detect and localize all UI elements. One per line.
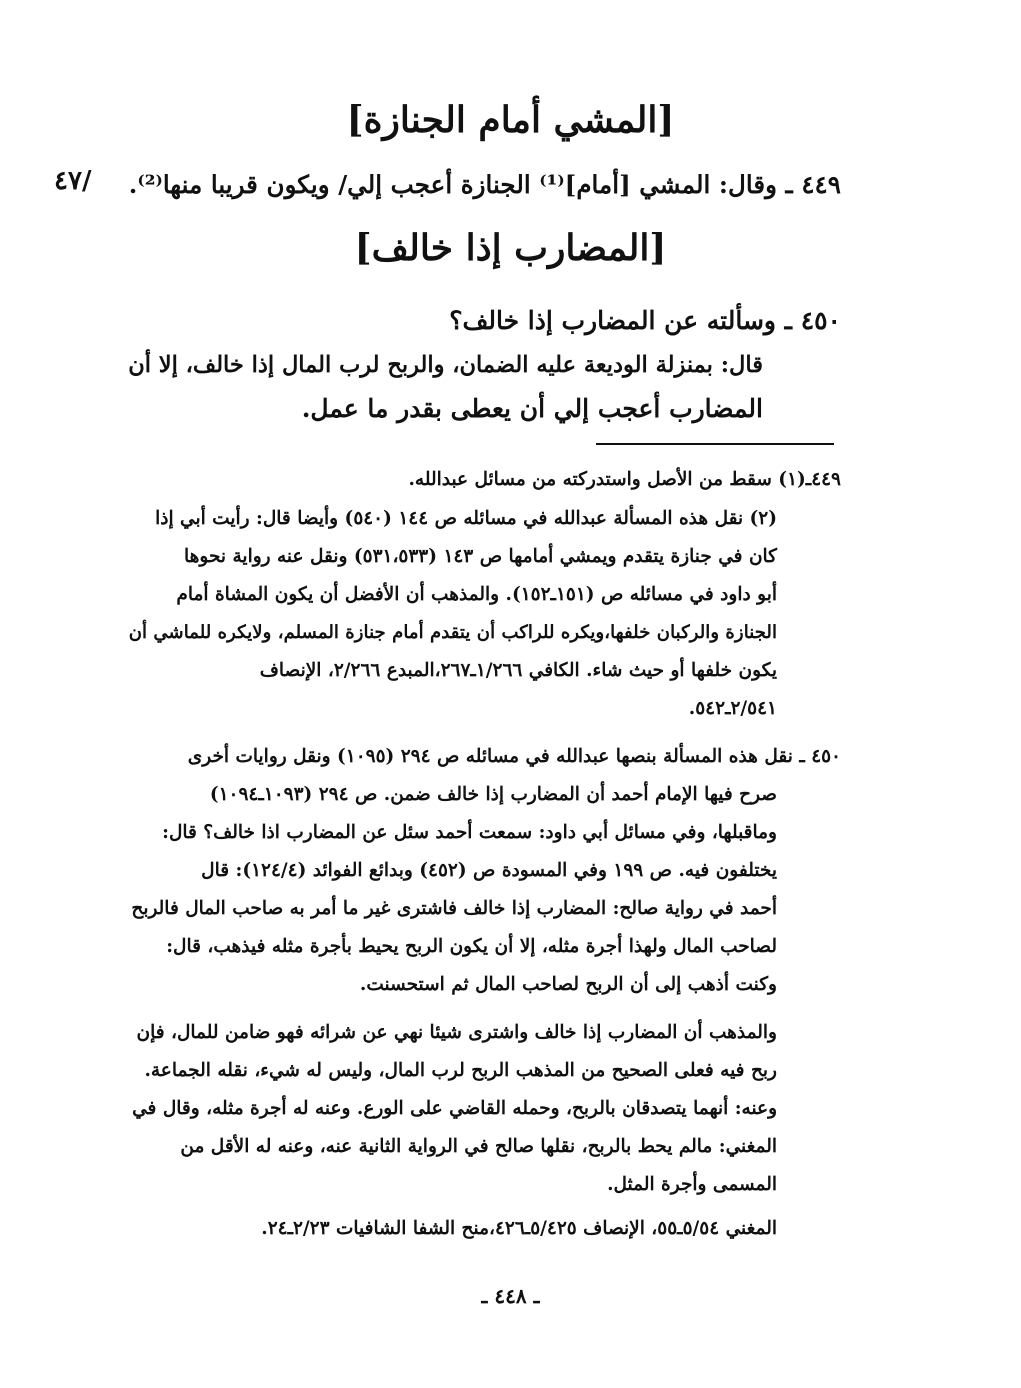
footnote-450-line-10: وعنه: أنهما يتصدقان بالربح، وحمله القاضي على الورع. وعنه له أجرة مثله، وقال في	[132, 1098, 777, 1119]
footnote-separator	[596, 443, 834, 445]
footnote-449-2-line-5: يكون خلفها أو حيث شاء. الكافي ١/٢٦٦ـ٢٦٧،المبدع ٢/٢٦٦، الإنصاف	[259, 660, 777, 681]
paragraph-450-answer-line-1: قال: بمنزلة الوديعة عليه الضمان، والربح لرب المال إذا خالف، إلا أن	[128, 352, 763, 378]
footnote-450-line-8: والمذهب أن المضارب إذا خالف واشترى شيئا نهي عن شرائه فهو ضامن للمال، فإن	[136, 1022, 777, 1043]
paragraph-450-question: ٤٥٠ ـ وسألته عن المضارب إذا خالف؟	[449, 306, 841, 335]
footnote-450-line-4: يختلفون فيه. ص ١٩٩ وفي المسودة ص (٤٥٢) وبدائع الفوائد (١٢٤/٤): قال	[201, 860, 777, 881]
footnote-450-line-11: المغني: مالم يحط بالربح، نقلها صالح في الرواية الثانية عنه، وعنه له الأقل من	[180, 1136, 777, 1157]
footnote-450-line-2: صرح فيها الإمام أحمد أن المضارب إذا خالف ضمن. ص ٢٩٤ (١٠٩٣ـ١٠٩٤)	[209, 784, 777, 805]
paragraph-450-answer-line-2: المضارب أعجب إلي أن يعطى بقدر ما عمل.	[301, 394, 763, 423]
footnote-449-2-line-2: كان في جنازة يتقدم ويمشي أمامها ص ١٤٣ (٥٣١،٥٣٣) ونقل عنه رواية نحوها	[184, 546, 777, 567]
paragraph-449: ٤٤٩ ـ وقال: المشي [أمام]⁽¹⁾ الجنازة أعجب إلي/ ويكون قريبا منها⁽²⁾.	[128, 170, 841, 199]
footnote-450-line-9: ربح فيه فعلى الصحيح من المذهب الربح لرب المال، وليس له شيء، نقله الجماعة.	[144, 1060, 777, 1081]
section-heading-mudarib-violates: [المضارب إذا خالف]	[354, 227, 667, 269]
footnote-449-2-line-3: أبو داود في مسائله ص (١٥١ـ١٥٢). والمذهب أن الأفضل أن يكون المشاة أمام	[176, 584, 777, 605]
footnote-450-line-3: وماقبلها، وفي مسائل أبي داود: سمعت أحمد سئل عن المضارب اذا خالف؟ قال:	[162, 822, 777, 843]
footnote-450-line-1: ٤٥٠ ـ نقل هذه المسألة بنصها عبدالله في مسائله ص ٢٩٤ (١٠٩٥) ونقل روايات أخرى	[187, 746, 841, 767]
footnote-450-line-12: المسمى وأجرة المثل.	[607, 1174, 777, 1195]
footnote-450-line-6: لصاحب المال ولهذا أجرة مثله، إلا أن يكون الربح يحيط بأجرة مثله فيذهب، قال:	[166, 936, 777, 957]
footnote-449-1: ٤٤٩ـ(١) سقط من الأصل واستدركته من مسائل عبدالله.	[408, 469, 841, 490]
section-heading-walking-before-funeral: [المشي أمام الجنازة]	[346, 99, 675, 141]
footnote-450-line-7: وكنت أذهب إلى أن الربح لصاحب المال ثم استحسنت.	[359, 974, 777, 995]
manuscript-folio-marker: /٤٧	[54, 166, 92, 196]
footnote-450-line-13: المغني ٥/٥٤ـ٥٥، الإنصاف ٥/٤٢٥ـ٤٢٦،منح الشفا الشافيات ٢/٢٣ـ٢٤.	[261, 1218, 777, 1239]
footnote-450-line-5: أحمد في رواية صالح: المضارب إذا خالف فاشترى غير ما أمر به صاحب المال فالربح	[131, 898, 777, 919]
footnote-449-2-line-4: الجنازة والركبان خلفها،ويكره للراكب أن يتقدم أمام جنازة المسلم، ولايكره للماشي أن	[128, 622, 777, 643]
page-number: ـ ٤٤٨ ـ	[481, 1284, 540, 1308]
footnote-449-2-line-1: (٢) نقل هذه المسألة عبدالله في مسائله ص ١٤٤ (٥٤٠) وأيضا قال: رأيت أبي إذا	[155, 508, 777, 529]
footnote-449-2-line-6: ٢/٥٤١ـ٥٤٢.	[688, 698, 777, 719]
